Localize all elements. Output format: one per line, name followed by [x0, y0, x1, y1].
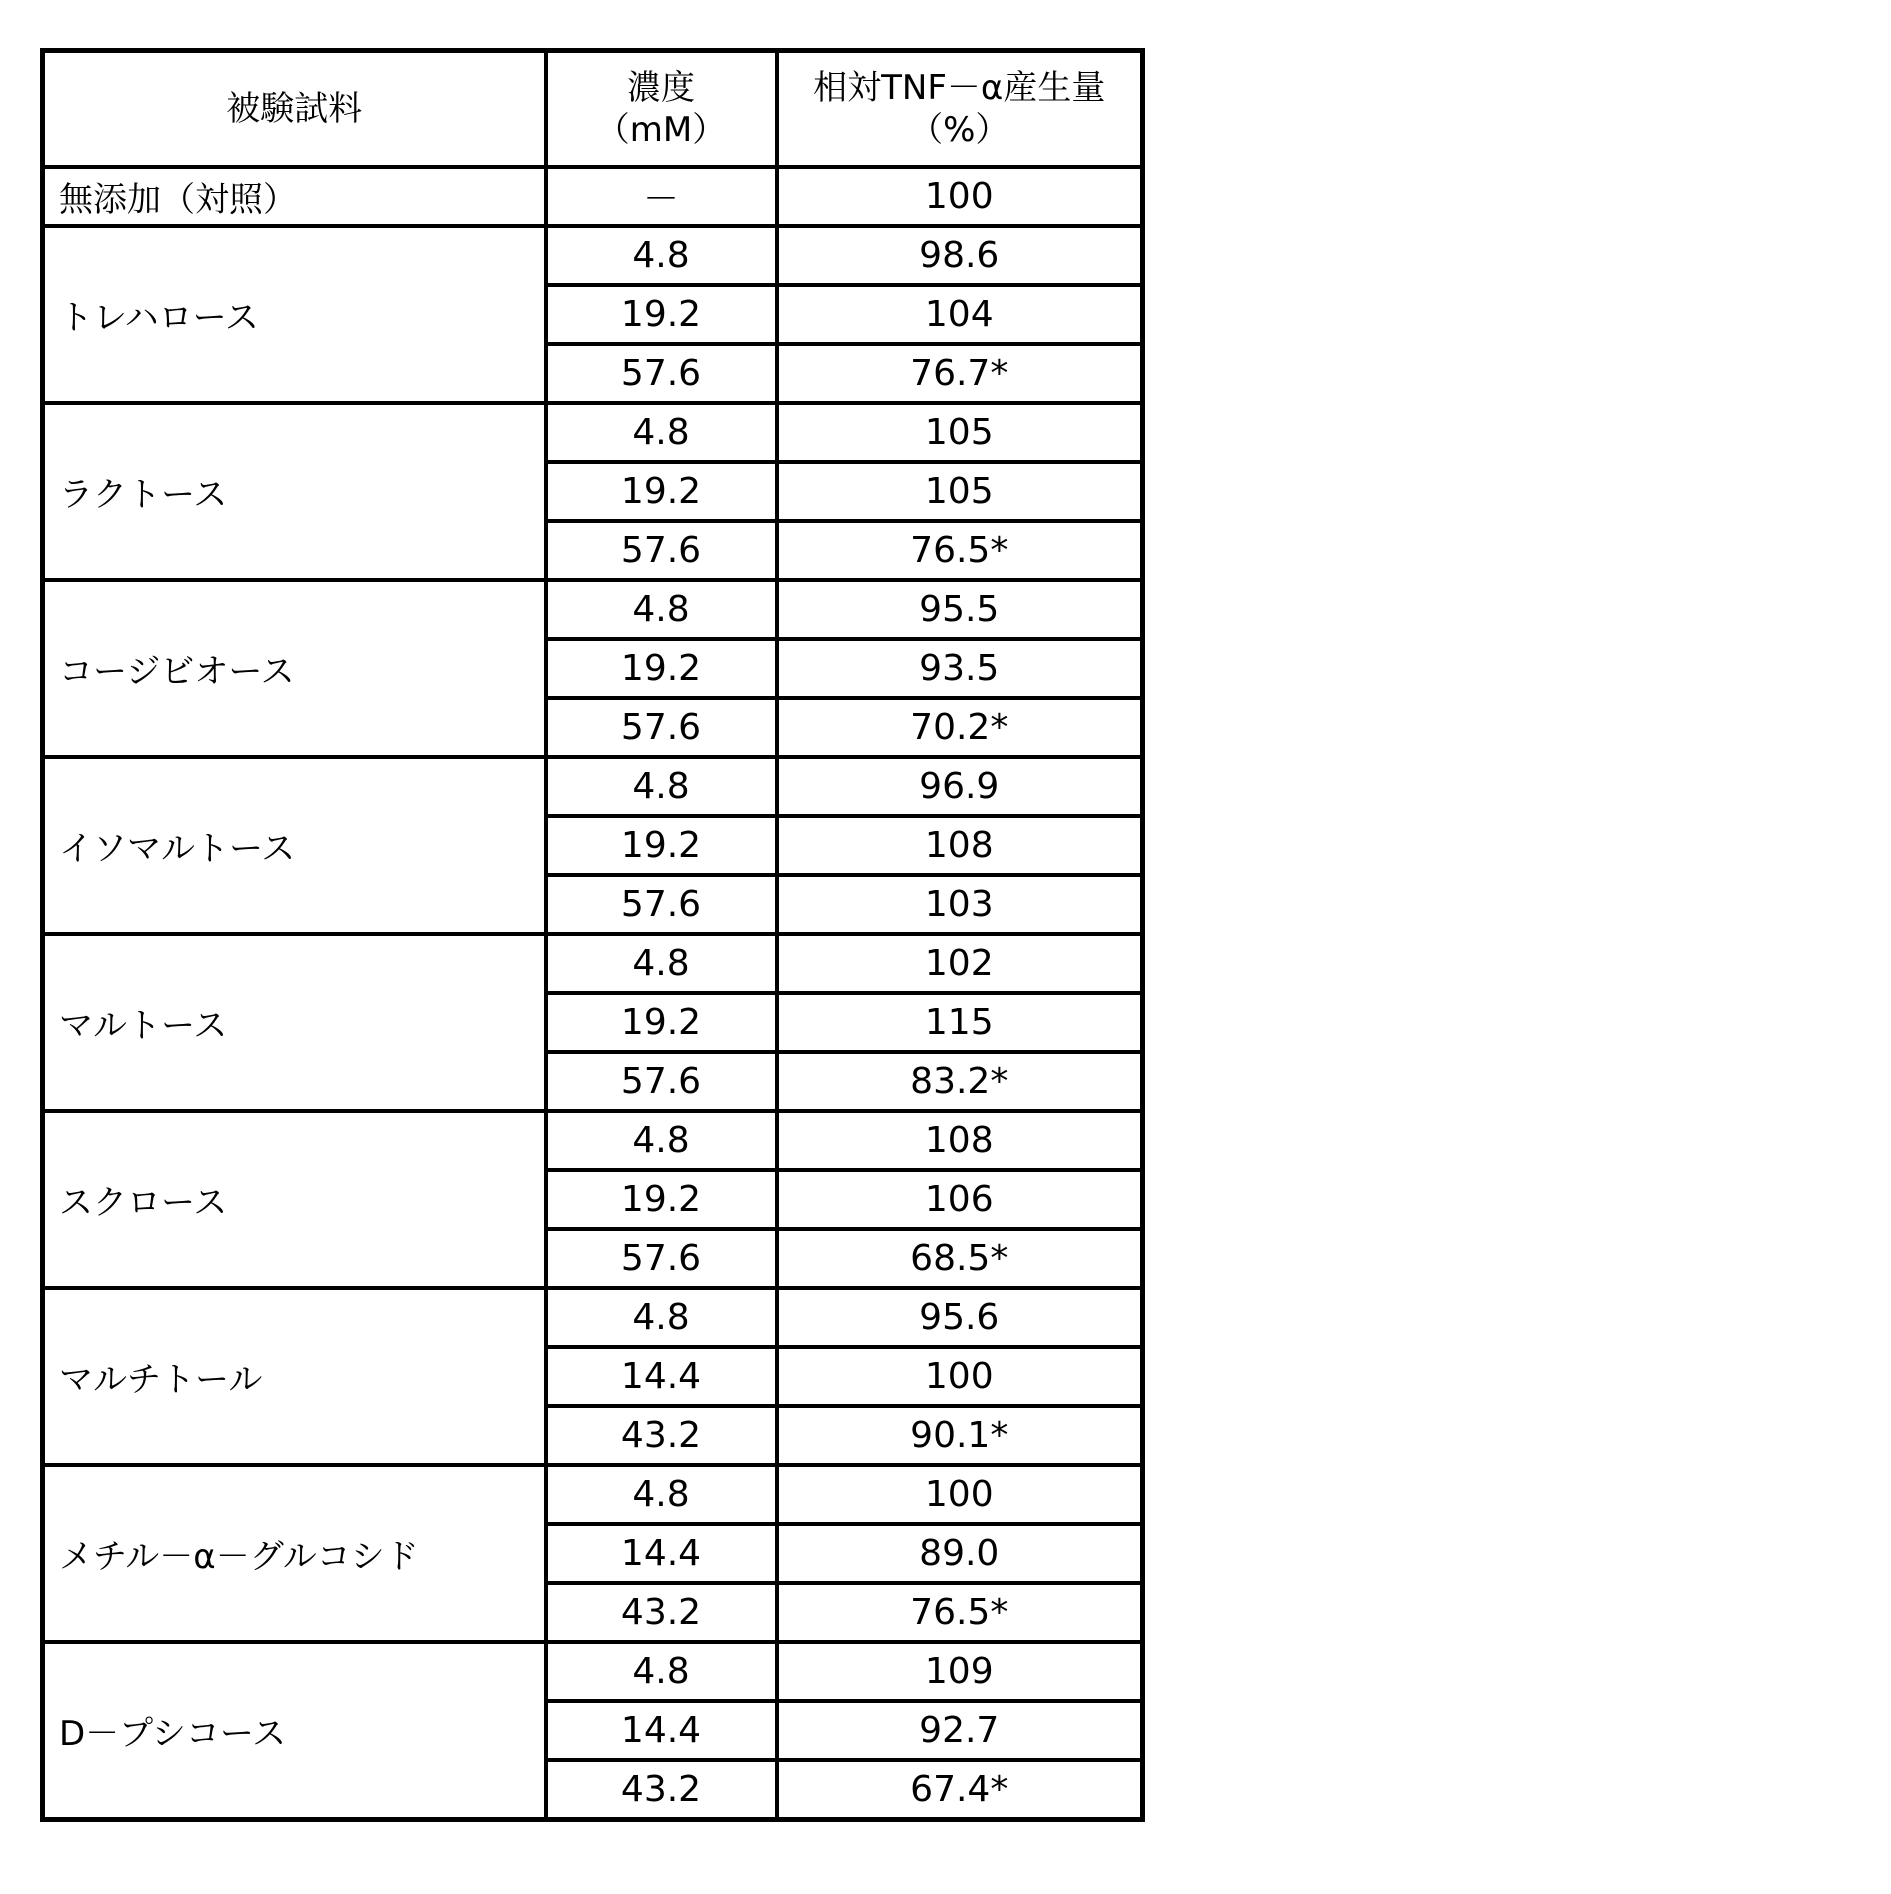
sample-name: コージビオース [43, 580, 546, 757]
concentration-cell: 19.2 [546, 285, 777, 344]
header-concentration-unit: （mM） [595, 110, 727, 150]
control-concentration: － [546, 167, 777, 226]
concentration-cell: 4.8 [546, 580, 777, 639]
tnf-value-cell: 76.5* [777, 1583, 1143, 1642]
concentration-cell: 43.2 [546, 1583, 777, 1642]
concentration-cell: 4.8 [546, 403, 777, 462]
tnf-value-cell: 98.6 [777, 226, 1143, 285]
tnf-value-cell: 115 [777, 993, 1143, 1052]
tnf-value-cell: 102 [777, 934, 1143, 993]
tnf-value-cell: 76.5* [777, 521, 1143, 580]
sample-name: トレハロース [43, 226, 546, 403]
table-row [43, 1288, 1143, 1347]
table-row [43, 403, 1143, 462]
concentration-cell: 19.2 [546, 639, 777, 698]
control-name: 無添加（対照） [43, 167, 546, 226]
control-row [43, 167, 1143, 226]
concentration-cell: 19.2 [546, 462, 777, 521]
table-row [43, 934, 1143, 993]
table-row [43, 1111, 1143, 1170]
table-row [43, 580, 1143, 639]
concentration-cell: 4.8 [546, 1288, 777, 1347]
tnf-value-cell: 83.2* [777, 1052, 1143, 1111]
tnf-value-cell: 103 [777, 875, 1143, 934]
concentration-cell: 57.6 [546, 698, 777, 757]
header-tnf-unit: （%） [909, 110, 1010, 150]
concentration-cell: 43.2 [546, 1406, 777, 1465]
sample-name: イソマルトース [43, 757, 546, 934]
concentration-cell: 4.8 [546, 757, 777, 816]
concentration-cell: 57.6 [546, 1052, 777, 1111]
tnf-value-cell: 92.7 [777, 1701, 1143, 1760]
sample-name: スクロース [43, 1111, 546, 1288]
table-row [43, 1465, 1143, 1524]
tnf-value-cell: 96.9 [777, 757, 1143, 816]
concentration-cell: 57.6 [546, 1229, 777, 1288]
tnf-value-cell: 108 [777, 816, 1143, 875]
tnf-value-cell: 93.5 [777, 639, 1143, 698]
tnf-value-cell: 76.7* [777, 344, 1143, 403]
header-tnf [777, 51, 1143, 168]
concentration-cell: 14.4 [546, 1347, 777, 1406]
concentration-cell: 57.6 [546, 521, 777, 580]
tnf-results-table [40, 48, 1145, 1822]
concentration-cell: 57.6 [546, 344, 777, 403]
concentration-cell: 14.4 [546, 1524, 777, 1583]
control-tnf: 100 [777, 167, 1143, 226]
concentration-cell: 57.6 [546, 875, 777, 934]
table-row [43, 226, 1143, 285]
sample-name: マルトース [43, 934, 546, 1111]
tnf-value-cell: 105 [777, 462, 1143, 521]
tnf-value-cell: 89.0 [777, 1524, 1143, 1583]
sample-name: ラクトース [43, 403, 546, 580]
concentration-cell: 4.8 [546, 226, 777, 285]
tnf-value-cell: 100 [777, 1465, 1143, 1524]
tnf-value-cell: 105 [777, 403, 1143, 462]
header-row [43, 51, 1143, 168]
tnf-value-cell: 70.2* [777, 698, 1143, 757]
concentration-cell: 19.2 [546, 816, 777, 875]
header-tnf-title: 相対TNF－α産生量 [813, 68, 1106, 108]
concentration-cell: 43.2 [546, 1760, 777, 1820]
header-sample: 被験試料 [43, 51, 546, 168]
sample-name: メチル－α－グルコシド [43, 1465, 546, 1642]
tnf-value-cell: 100 [777, 1347, 1143, 1406]
concentration-cell: 4.8 [546, 1465, 777, 1524]
tnf-value-cell: 67.4* [777, 1760, 1143, 1820]
concentration-cell: 4.8 [546, 934, 777, 993]
concentration-cell: 4.8 [546, 1111, 777, 1170]
tnf-value-cell: 104 [777, 285, 1143, 344]
sample-name: D－プシコース [43, 1642, 546, 1820]
tnf-value-cell: 95.5 [777, 580, 1143, 639]
header-concentration-title: 濃度 [627, 68, 695, 108]
concentration-cell: 19.2 [546, 993, 777, 1052]
concentration-cell: 4.8 [546, 1642, 777, 1701]
tnf-value-cell: 108 [777, 1111, 1143, 1170]
tnf-value-cell: 90.1* [777, 1406, 1143, 1465]
tnf-value-cell: 95.6 [777, 1288, 1143, 1347]
tnf-value-cell: 109 [777, 1642, 1143, 1701]
header-concentration [546, 51, 777, 168]
concentration-cell: 19.2 [546, 1170, 777, 1229]
tnf-value-cell: 106 [777, 1170, 1143, 1229]
tnf-value-cell: 68.5* [777, 1229, 1143, 1288]
concentration-cell: 14.4 [546, 1701, 777, 1760]
table-row [43, 1642, 1143, 1701]
sample-name: マルチトール [43, 1288, 546, 1465]
table-row [43, 757, 1143, 816]
